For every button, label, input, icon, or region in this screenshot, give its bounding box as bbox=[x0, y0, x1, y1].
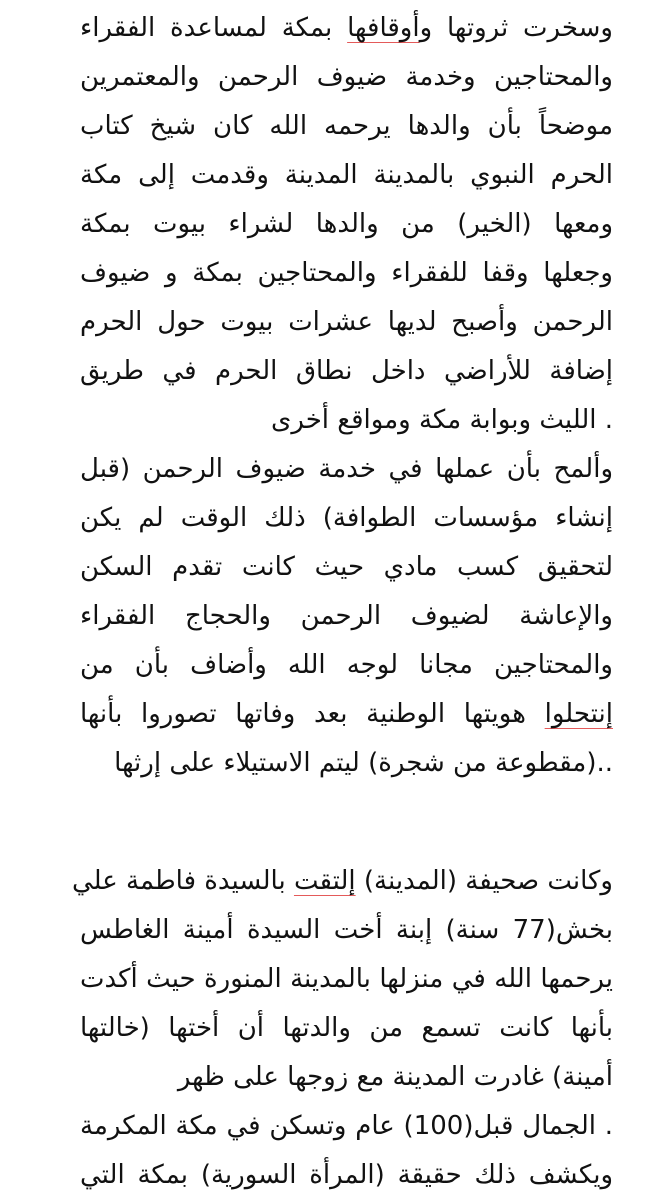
text-line: الرحمن وأصبح لديها عشرات بيوت حول الحرم bbox=[80, 307, 613, 337]
underlined-word: إنتحلوا bbox=[544, 699, 613, 729]
text-line: ..(مقطوعة من شجرة) ليتم الاستيلاء على إرثها bbox=[114, 748, 613, 778]
paragraph bbox=[71, 857, 613, 1200]
text-line: ومعها (الخير) من والدها لشراء بيوت بمكة bbox=[80, 209, 613, 239]
text-line: موضحاً بأن والدها يرحمه الله كان شيخ كتاب bbox=[80, 111, 613, 141]
text-line: أمينة) غادرت المدينة مع زوجها على ظهر bbox=[177, 1062, 613, 1092]
text-line: والمحتاجين مجانا لوجه الله وأضاف بأن من bbox=[80, 650, 613, 680]
underlined-word: أوقافها bbox=[347, 13, 420, 43]
text-line: لتحقيق كسب مادي حيث كانت تقدم السكن bbox=[80, 552, 613, 582]
text-line: . الليث وبوابة مكة ومواقع أخرى bbox=[271, 405, 613, 435]
text-line: والمحتاجين وخدمة ضيوف الرحمن والمعتمرين bbox=[80, 62, 613, 92]
paragraph bbox=[80, 4, 613, 788]
underlined-word: إلتقت bbox=[293, 866, 356, 896]
text-line: إضافة للأراضي داخل نطاق الحرم في طريق bbox=[80, 356, 613, 386]
text-line: وجعلها وقفا للفقراء والمحتاجين بمكة و ضيوف bbox=[80, 258, 613, 288]
text-line: وسخرت ثروتها وأوقافها بمكة لمساعدة الفقراء bbox=[80, 13, 613, 43]
text-line: بأنها كانت تسمع من والدتها أن أختها (خالتها bbox=[80, 1013, 613, 1043]
text-line: إنشاء مؤسسات الطوافة) ذلك الوقت لم يكن bbox=[80, 503, 613, 533]
text-line: وكانت صحيفة (المدينة) إلتقت بالسيدة فاطمة علي bbox=[71, 866, 613, 896]
text-line: . الجمال قبل(100) عام وتسكن في مكة المكرمة bbox=[80, 1111, 613, 1141]
text-line: بخش(77 سنة) إبنة أخت السيدة أمينة الغاطس bbox=[80, 915, 613, 945]
text-line: إنتحلوا هويتها الوطنية بعد وفاتها تصوروا بأنها bbox=[80, 699, 613, 729]
text-line: يرحمها الله في منزلها بالمدينة المنورة حيث أكدت bbox=[80, 964, 613, 994]
text-line: والإعاشة لضيوف الرحمن والحجاج الفقراء bbox=[80, 601, 613, 631]
text-line: وألمح بأن عملها في خدمة ضيوف الرحمن (قبل bbox=[80, 454, 613, 484]
text-line: الحرم النبوي بالمدينة المدينة وقدمت إلى مكة bbox=[80, 160, 613, 190]
text-line: ويكشف ذلك حقيقة (المرأة السورية) بمكة التي bbox=[80, 1160, 613, 1190]
